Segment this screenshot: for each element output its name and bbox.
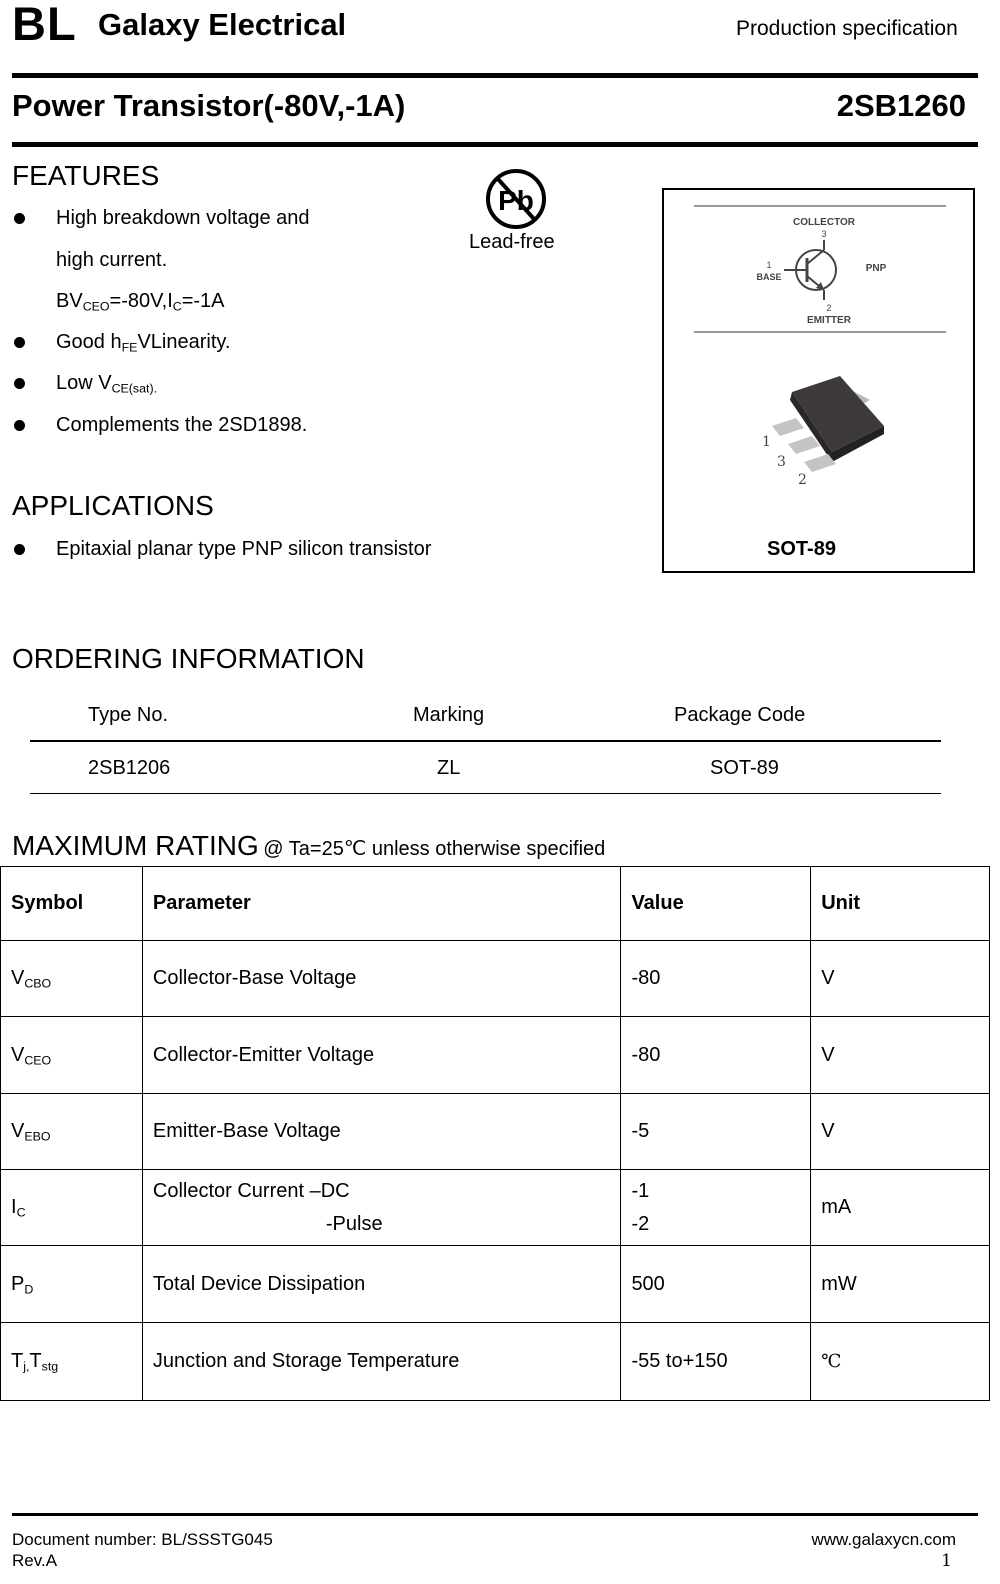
bullet-icon xyxy=(14,213,25,224)
ordering-bottom-rule xyxy=(30,793,941,794)
emitter-pin: 2 xyxy=(826,303,832,313)
website: www.galaxycn.com xyxy=(811,1530,956,1549)
ordering-row-type: 2SB1206 xyxy=(88,757,171,779)
ordering-row-marking: ZL xyxy=(437,757,461,779)
brand-name: Galaxy Electrical xyxy=(98,7,347,42)
pnp-schematic xyxy=(690,200,952,340)
feature-item-1-line-3: $BV_{CEO}=-80V,I_C=-1A$ xyxy=(56,290,225,314)
symbol-cell: $P_D$ xyxy=(1,1246,143,1323)
ordering-header-rule xyxy=(30,740,941,742)
table-header-row xyxy=(1,867,990,941)
parameter-cell: Emitter-Base Voltage xyxy=(142,1094,621,1170)
col-unit: Unit xyxy=(811,867,990,941)
col-value: Value xyxy=(621,867,811,941)
title-divider xyxy=(12,142,978,147)
document-number: Document number: BL/SSSTG045 xyxy=(12,1530,273,1549)
lead-free-symbol: Pb xyxy=(498,185,534,216)
pin-3-label: 3 xyxy=(777,454,786,470)
base-label: BASE xyxy=(756,272,782,282)
application-item-1: Epitaxial planar type PNP silicon transistor xyxy=(56,538,432,560)
value-cell: -5 xyxy=(621,1094,811,1170)
applications-heading: APPLICATIONS xyxy=(12,490,214,521)
pin-2-label: 2 xyxy=(798,472,807,488)
document-type: Production specification xyxy=(736,17,958,40)
features-heading: FEATURES xyxy=(12,160,160,191)
pin-1-label: 1 xyxy=(762,434,771,450)
parameter-cell: Collector-Emitter Voltage xyxy=(142,1017,621,1094)
ordering-row-package: SOT-89 xyxy=(710,757,779,779)
value-cell xyxy=(621,1170,811,1246)
lead-free-label: Lead-free xyxy=(469,231,555,253)
value-cell: -80 xyxy=(621,941,811,1017)
feature-item-1-line-2: high current. xyxy=(56,249,168,271)
emitter-label: EMITTER xyxy=(807,315,851,326)
value-line-1: -1 xyxy=(631,1179,650,1202)
table-row xyxy=(1,1323,990,1401)
value-line-2: -2 xyxy=(631,1212,650,1235)
symbol-cell: $V_{EBO}$ xyxy=(1,1094,143,1170)
table-row xyxy=(1,1246,990,1323)
unit-cell: mW xyxy=(811,1246,990,1323)
value-cell: -55 to+150 xyxy=(621,1323,811,1401)
feature-item-1-line-1: High breakdown voltage and xyxy=(56,207,310,229)
symbol-cell: $V_{CEO}$ xyxy=(1,1017,143,1094)
unit-cell: mA xyxy=(811,1170,990,1246)
feature-item-2: Good $h_{FE}VLinearity$. xyxy=(56,331,231,355)
value-cell: 500 xyxy=(621,1246,811,1323)
parameter-cell: Junction and Storage Temperature xyxy=(142,1323,621,1401)
part-number: 2SB1260 xyxy=(836,88,966,123)
bullet-icon xyxy=(14,420,25,431)
bullet-icon xyxy=(14,337,25,348)
base-pin: 1 xyxy=(766,260,772,270)
parameter-cell: Total Device Dissipation xyxy=(142,1246,621,1323)
unit-cell: V xyxy=(811,1094,990,1170)
parameter-line-1: Collector Current –DC xyxy=(152,1179,350,1202)
symbol-cell: $V_{CBO}$ xyxy=(1,941,143,1017)
symbol-cell: $T_{j,}T_{stg}$ xyxy=(1,1323,143,1401)
bullet-icon xyxy=(14,378,25,389)
unit-cell: V xyxy=(811,1017,990,1094)
feature-item-3: Low $V_{CE(sat).}$ xyxy=(56,372,158,396)
footer-divider xyxy=(12,1513,978,1516)
ordering-heading: ORDERING INFORMATION xyxy=(12,643,365,674)
table-row xyxy=(1,1017,990,1094)
header-divider xyxy=(12,73,978,78)
col-parameter: Parameter xyxy=(142,867,621,941)
package-name: SOT-89 xyxy=(767,538,836,560)
parameter-cell: Collector-Base Voltage xyxy=(142,941,621,1017)
max-rating-condition: @ Ta=25℃ unless otherwise specified xyxy=(263,838,606,860)
symbol-cell: $I_C$ xyxy=(1,1170,143,1246)
table-row xyxy=(1,1170,990,1246)
revision: Rev.A xyxy=(12,1551,58,1570)
ordering-col-marking: Marking xyxy=(413,704,485,726)
ordering-col-type: Type No. xyxy=(88,704,169,726)
unit-cell: ℃ xyxy=(811,1323,990,1401)
lead-free-icon xyxy=(484,168,548,232)
type-label: PNP xyxy=(865,263,887,274)
max-rating-heading: MAXIMUM RATING @ Ta=25℃ unless otherwise specified xyxy=(12,830,606,861)
sot89-package-image xyxy=(752,370,892,490)
collector-pin: 3 xyxy=(821,229,827,239)
table-row xyxy=(1,941,990,1017)
bullet-icon xyxy=(14,544,25,555)
brand-mark: BL xyxy=(12,0,77,50)
feature-item-4: Complements the 2SD1898. xyxy=(56,414,308,436)
unit-cell: V xyxy=(811,941,990,1017)
page-number: 1 xyxy=(941,1551,952,1571)
value-cell: -80 xyxy=(621,1017,811,1094)
parameter-line-2: -Pulse xyxy=(325,1212,383,1235)
collector-label: COLLECTOR xyxy=(792,217,856,228)
parameter-cell xyxy=(142,1170,621,1246)
page-title: Power Transistor(-80V,-1A) xyxy=(12,88,406,123)
table-row xyxy=(1,1094,990,1170)
max-rating-table xyxy=(0,866,990,1401)
ordering-col-package: Package Code xyxy=(674,704,806,726)
col-symbol: Symbol xyxy=(1,867,143,941)
